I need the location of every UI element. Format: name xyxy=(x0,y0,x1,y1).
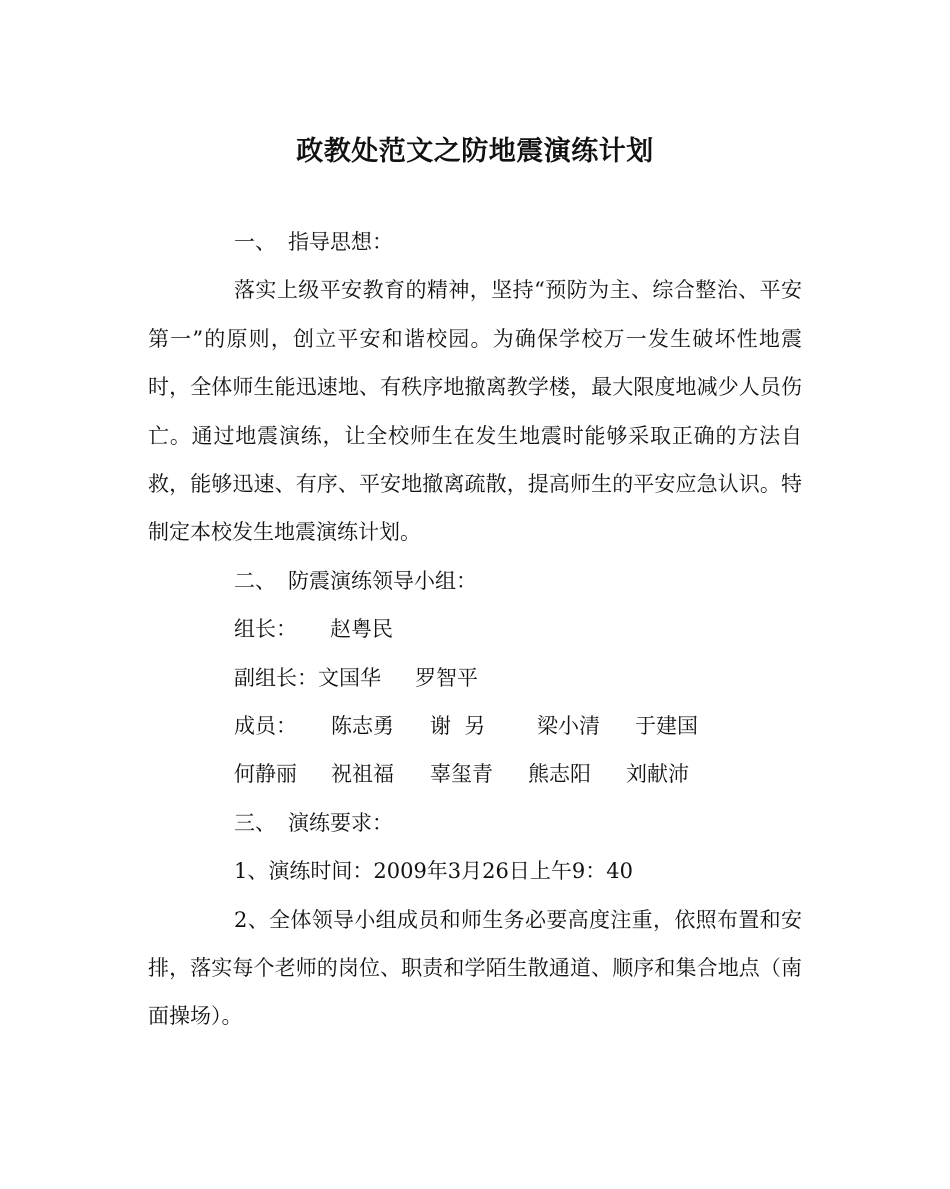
section-title: 防震演练领导小组： xyxy=(288,568,477,593)
paragraph: 2、全体领导小组成员和师生务必要高度注重，依照布置和安排，落实每个老师的岗位、职责和学陌生散通道、顺序和集合地点（南面操场）。 xyxy=(148,907,802,1029)
members-row xyxy=(148,702,802,750)
member-name: 刘献沛 xyxy=(626,762,689,787)
section-number: 二、 xyxy=(234,568,276,593)
section-title: 演练要求： xyxy=(288,810,393,835)
member-name: 谢 另 xyxy=(430,714,486,738)
list-item: 1、演练时间：2009年3月26日上午9：40 xyxy=(234,859,633,884)
section-heading xyxy=(148,218,802,266)
member-name: 辜玺青 xyxy=(430,762,493,787)
member-name: 何静丽 xyxy=(234,762,297,787)
member-name: 祝祖福 xyxy=(331,762,394,787)
section-heading xyxy=(148,799,802,847)
deputy-name: 文国华 xyxy=(318,665,381,690)
member-name: 于建国 xyxy=(635,714,698,738)
section-title: 指导思想： xyxy=(288,230,393,254)
section-heading xyxy=(148,557,802,605)
members-row xyxy=(148,750,802,798)
leader-row xyxy=(148,605,802,653)
leader-label: 组长： xyxy=(234,617,297,642)
member-name: 梁小清 xyxy=(537,714,600,738)
section-number: 一、 xyxy=(234,230,276,254)
deputy-row xyxy=(148,654,802,702)
deputy-label: 副组长： xyxy=(234,665,318,690)
deputy-name: 罗智平 xyxy=(415,665,478,690)
paragraph: 落实上级平安教育的精神，坚持“预防为主、综合整治、平安第一”的原则，创立平安和谐校园。为确保学校万一发生破坏性地震时，全体师生能迅速地、有秩序地撤离教学楼，最大限度地减少人员伤亡。通过地震演练，让全校师生在发生地震时能够采取正确的方法自救，能够迅速、有序、平安地撤离疏散，提高师生的平安应急认识。特制定本校发生地震演练计划。 xyxy=(148,278,802,545)
section-number: 三、 xyxy=(234,810,276,835)
document-title: 政教处范文之防地震演练计划 xyxy=(296,136,654,167)
document-body xyxy=(148,218,802,1041)
members-label: 成员： xyxy=(234,714,297,738)
leader-name: 赵粤民 xyxy=(330,617,393,642)
member-name: 陈志勇 xyxy=(331,714,394,738)
member-name: 熊志阳 xyxy=(528,762,591,787)
